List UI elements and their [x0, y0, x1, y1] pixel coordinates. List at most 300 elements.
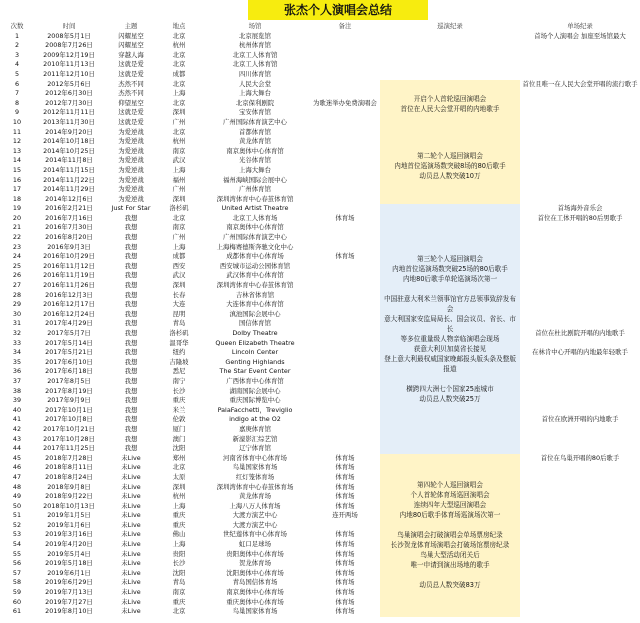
table-row: [0, 387, 640, 397]
row-note: 体育场: [335, 530, 355, 539]
row-theme: 未Live: [121, 482, 141, 491]
tour-note-line: 长沙贺龙体育场演唱会打破场馆票房纪录: [390, 541, 510, 550]
row-date: 2018年7月28日: [45, 453, 93, 462]
row-theme: 我想: [124, 376, 138, 385]
table-row: [0, 262, 640, 272]
row-date: 2017年10月28日: [43, 434, 95, 443]
row-venue: 世纪莲体育中心体育场: [223, 530, 287, 539]
row-venue: 黄龙体育馆: [239, 137, 271, 146]
row-number: 9: [14, 108, 20, 117]
row-single-record: [520, 89, 640, 99]
row-date: 2019年5月4日: [47, 549, 91, 558]
row-city: 北京: [172, 213, 186, 222]
row-note: [310, 243, 380, 253]
row-theme: 杰然不同: [118, 89, 144, 98]
row-number: 53: [12, 530, 22, 539]
row-date: 2019年5月18日: [45, 559, 93, 568]
row-city: 伦敦: [172, 415, 186, 424]
tour-note-line: 获意大利贝加莫省长接见: [413, 345, 487, 353]
tour-note-line: 中国驻意大利米兰领事馆官方总领事致辞发布会: [384, 295, 516, 313]
row-date: 2012年5月6日: [47, 79, 91, 88]
row-date: 2016年12月3日: [45, 290, 93, 299]
tour-note-tour4: [380, 454, 520, 617]
row-note: [310, 339, 380, 349]
row-venue: 北京展览馆: [239, 31, 271, 40]
row-city: 南京: [172, 146, 186, 155]
row-city: 悉尼: [172, 367, 186, 376]
tour-note-line: 登上意大利最权威国家晚邮报头版头条及整版报道: [384, 355, 516, 373]
row-number: 29: [12, 300, 22, 309]
row-theme: 未Live: [121, 607, 141, 616]
row-theme: 我想: [124, 434, 138, 443]
row-theme: 未Live: [121, 530, 141, 539]
row-note: [310, 223, 380, 233]
row-theme: 我想: [124, 319, 138, 328]
row-city: 长沙: [172, 559, 186, 568]
row-number: 33: [12, 338, 22, 347]
row-date: 2016年7月30日: [45, 223, 93, 232]
row-venue: 深圳湾体育中心春茧体育馆: [216, 281, 294, 290]
row-venue: 南京奥体中心体育馆: [226, 223, 284, 232]
row-note: 连开两场: [332, 511, 358, 520]
tour-note-line: 鸟巢演唱会打破演唱会单场票房纪录: [397, 531, 503, 540]
row-single-record: [520, 99, 640, 109]
row-date: 2016年11月26日: [43, 281, 95, 290]
row-single-record: 首位在工体开唱的80后男歌手: [537, 213, 623, 222]
row-city: 武汉: [172, 156, 186, 165]
row-note: [310, 80, 380, 90]
row-venue: 辽宁体育馆: [239, 444, 271, 453]
row-single-record: [520, 118, 640, 128]
row-single-record: [520, 262, 640, 272]
row-theme: 未Live: [121, 559, 141, 568]
row-venue: PalaFacchetti，Treviglio: [217, 405, 293, 414]
header-venue: 场馆: [248, 22, 262, 30]
table-row: [0, 425, 640, 435]
row-venue: 广州体育馆: [239, 185, 271, 194]
row-number: 11: [12, 127, 22, 136]
tour-note-line: 第三轮个人巡回演唱会: [417, 255, 483, 263]
table-row: [0, 463, 640, 473]
row-city: 西安: [172, 261, 186, 270]
row-note: [310, 32, 380, 42]
row-venue: United Artist Theatre: [221, 204, 289, 213]
row-note: 体育场: [335, 568, 355, 577]
row-note: [310, 60, 380, 70]
row-single-record: [520, 607, 640, 617]
row-city: 佛山: [172, 530, 186, 539]
tour-note-line: 连续四年大型巡回演唱会: [413, 501, 487, 510]
table-row: [0, 310, 640, 320]
table-row: [0, 607, 640, 617]
row-note: 体育场: [335, 453, 355, 462]
row-city: 北京: [172, 98, 186, 107]
row-venue: 上海梅赛德斯奔驰文化中心: [216, 242, 294, 251]
row-single-record: [520, 377, 640, 387]
table-row: [0, 128, 640, 138]
row-single-record: [520, 492, 640, 502]
row-venue: 深圳湾体育中心春茧体育场: [216, 482, 294, 491]
row-note: [310, 70, 380, 80]
row-note: 体育场: [335, 472, 355, 481]
row-theme: 我想: [124, 424, 138, 433]
row-note: 体育场: [335, 463, 355, 472]
row-date: 2017年8月19日: [45, 386, 93, 395]
row-single-record: [520, 281, 640, 291]
row-single-record: [520, 108, 640, 118]
row-single-record: [520, 473, 640, 483]
row-single-record: [520, 425, 640, 435]
row-note: [310, 521, 380, 531]
row-number: 3: [14, 50, 20, 59]
row-theme: 为爱逆战: [118, 165, 144, 174]
row-venue: 湖南国际会展中心: [229, 386, 281, 395]
row-theme: 未Live: [121, 453, 141, 462]
table-row: [0, 166, 640, 176]
table-row: [0, 300, 640, 310]
row-note: [310, 291, 380, 301]
row-venue: 武汉体育中心体育馆: [226, 271, 284, 280]
row-city: 太原: [172, 472, 186, 481]
row-single-record: [520, 569, 640, 579]
row-number: 37: [12, 376, 22, 385]
row-number: 55: [12, 549, 22, 558]
tour-note-line: 等多位重量级人物亲临演唱会现场: [400, 335, 500, 343]
row-number: 61: [12, 607, 22, 616]
table-row: [0, 559, 640, 569]
row-venue: 四川体育馆: [239, 69, 271, 78]
row-note: [310, 51, 380, 61]
row-single-record: [520, 511, 640, 521]
row-number: 32: [12, 329, 22, 337]
table-row: [0, 348, 640, 358]
row-date: 2016年12月24日: [43, 309, 95, 318]
table-body: [0, 32, 640, 617]
row-city: 上海: [172, 242, 186, 251]
tour-note-line: 动员总人数突破10万: [419, 171, 481, 180]
row-city: 深圳: [172, 194, 186, 203]
row-date: 2017年8月5日: [47, 376, 91, 385]
row-single-record: [520, 463, 640, 473]
row-single-record: 在林肯中心开唱的内地最年轻歌手: [532, 348, 628, 357]
row-date: 2019年6月29日: [45, 578, 93, 587]
row-theme: 未Live: [121, 492, 141, 501]
row-single-record: [520, 435, 640, 445]
table-row: [0, 396, 640, 406]
row-city: 上海: [172, 89, 186, 98]
row-theme: 我想: [124, 213, 138, 222]
row-venue: 鸟巢国家体育场: [232, 463, 278, 472]
row-single-record: [520, 367, 640, 377]
row-number: 12: [12, 137, 22, 146]
row-number: 42: [12, 424, 22, 433]
table-row: [0, 195, 640, 205]
row-number: 10: [12, 117, 22, 126]
row-city: 重庆: [172, 597, 186, 606]
row-date: 2016年8月20日: [45, 233, 93, 242]
row-venue: 上海八万人体育场: [229, 501, 281, 510]
row-theme: 我想: [124, 348, 138, 357]
row-note: 体育场: [335, 482, 355, 491]
tour-note-tour3: [380, 204, 520, 453]
row-number: 54: [12, 540, 22, 549]
table-row: [0, 435, 640, 445]
row-single-record: [520, 60, 640, 70]
row-theme: 未Live: [121, 540, 141, 549]
row-city: 北京: [172, 60, 186, 69]
row-city: 厦门: [172, 424, 186, 433]
row-single-record: [520, 598, 640, 608]
row-date: 2017年10月1日: [45, 405, 93, 414]
row-note: [310, 329, 380, 339]
row-date: 2011年12月10日: [43, 69, 95, 78]
row-number: 5: [14, 69, 20, 78]
row-theme: 为爱逆战: [118, 146, 144, 155]
table-row: [0, 483, 640, 493]
row-note: 体育场: [335, 252, 355, 261]
row-venue: 广州国际体育演艺中心: [223, 233, 287, 242]
table-row: [0, 444, 640, 454]
tour-note-line: 第四轮个人巡回演唱会: [417, 481, 483, 490]
tour-note-line: 内地首位巡演场数突破8场的80后歌手: [394, 161, 506, 170]
row-venue: 大渡方演艺中心: [232, 511, 278, 520]
row-single-record: [520, 137, 640, 147]
row-theme: 我想: [124, 300, 138, 309]
row-note: [310, 195, 380, 205]
row-venue: 南京奥体中心体育馆: [226, 146, 284, 155]
row-city: 青岛: [172, 578, 186, 587]
table-row: [0, 578, 640, 588]
table-row: [0, 339, 640, 349]
row-single-record: [520, 358, 640, 368]
row-city: 上海: [172, 540, 186, 549]
title-bar: [0, 0, 640, 22]
row-note: [310, 233, 380, 243]
table-row: [0, 454, 640, 464]
row-single-record: [520, 51, 640, 61]
row-date: 2014年11月22日: [43, 175, 95, 184]
row-date: 2013年11月30日: [43, 117, 95, 126]
row-date: 2017年6月18日: [45, 367, 93, 376]
row-date: 2018年10月13日: [43, 501, 95, 510]
table-row: [0, 521, 640, 531]
row-date: 2017年6月10日: [45, 357, 93, 366]
row-date: 2017年9月9日: [47, 396, 91, 405]
row-city: 贵阳: [172, 549, 186, 558]
row-single-record: [520, 233, 640, 243]
row-date: 2017年4月29日: [45, 319, 93, 328]
table-row: [0, 329, 640, 339]
row-city: 深圳: [172, 281, 186, 290]
header-row: [0, 22, 640, 32]
row-theme: 我想: [124, 415, 138, 424]
row-theme: 我想: [124, 271, 138, 280]
row-venue: 国信体育馆: [239, 319, 271, 328]
row-note: [310, 348, 380, 358]
row-date: 2009年12月19日: [43, 50, 95, 59]
tour-note-line: 内地80后歌手体育场巡演场次第一: [399, 511, 501, 520]
table-row: [0, 185, 640, 195]
row-city: 洛杉矶: [169, 204, 189, 213]
tour-note-line: [384, 284, 516, 294]
row-date: 2014年10月18日: [43, 137, 95, 146]
row-date: 2019年3月16日: [45, 530, 93, 539]
row-theme: 我想: [124, 233, 138, 242]
row-venue: 新濠影汇综艺馆: [232, 434, 278, 443]
row-theme: 我想: [124, 386, 138, 395]
row-venue: 广西体育中心体育馆: [226, 376, 284, 385]
concert-table: [0, 22, 640, 617]
tour-note-tour2: [380, 128, 520, 205]
row-theme: 未Live: [121, 463, 141, 472]
table-row: [0, 540, 640, 550]
row-date: 2019年7月13日: [45, 588, 93, 597]
row-theme: 我想: [124, 329, 138, 337]
row-date: 2016年12月17日: [43, 300, 95, 309]
table-row: [0, 99, 640, 109]
table-row: [0, 598, 640, 608]
row-number: 4: [14, 60, 20, 69]
row-city: 北京: [172, 607, 186, 616]
row-theme: 我想: [124, 405, 138, 414]
tour-note-line: 意大利国家安监局局长、国会议员、省长、市长: [384, 315, 516, 333]
tour-note-line: 动员总人数突破83万: [419, 581, 481, 590]
table-row: [0, 233, 640, 243]
row-date: 2019年7月27日: [45, 597, 93, 606]
table-row: [0, 51, 640, 61]
row-city: 米兰: [172, 405, 186, 414]
row-city: 杭州: [172, 137, 186, 146]
row-note: [310, 128, 380, 138]
row-single-record: [520, 271, 640, 281]
row-date: 2014年12月6日: [45, 194, 93, 203]
row-theme: 我想: [124, 290, 138, 299]
tour-note-line: [384, 570, 516, 580]
table-row: [0, 502, 640, 512]
row-single-record: [520, 252, 640, 262]
row-theme: 我想: [124, 252, 138, 261]
tour-note-line: 第二轮个人巡回演唱会: [417, 151, 483, 160]
row-theme: 未Live: [121, 578, 141, 587]
row-note: 体育场: [335, 549, 355, 558]
table-row: [0, 137, 640, 147]
row-note: [310, 367, 380, 377]
row-theme: 未Live: [121, 520, 141, 529]
row-note: [310, 387, 380, 397]
table-row: [0, 252, 640, 262]
row-single-record: [520, 319, 640, 329]
row-date: 2017年5月14日: [45, 338, 93, 347]
row-note: [310, 166, 380, 176]
table-row: [0, 511, 640, 521]
row-date: 2014年10月25日: [43, 146, 95, 155]
row-venue: 河南省体育中心体育场: [223, 453, 287, 462]
row-theme: 这就是爱: [118, 60, 144, 69]
header-tour: 巡演纪录: [437, 22, 463, 30]
row-note: 体育场: [335, 213, 355, 222]
row-city: 南京: [172, 588, 186, 597]
row-number: 59: [12, 588, 22, 597]
row-number: 49: [12, 492, 22, 501]
row-note: [310, 300, 380, 310]
row-note: [310, 156, 380, 166]
row-venue: Queen Elizabeth Theatre: [215, 338, 295, 347]
tour-note-line: 内地80后歌手单轮巡演场次第一: [402, 275, 498, 283]
row-venue: 首都体育馆: [239, 127, 271, 136]
row-city: 重庆: [172, 511, 186, 520]
row-single-record: [520, 195, 640, 205]
row-number: 34: [12, 348, 22, 357]
row-venue: Genting Highlands: [225, 357, 285, 366]
row-date: 2016年10月29日: [43, 252, 95, 261]
row-date: 2008年5月1日: [47, 31, 91, 40]
row-number: 26: [12, 271, 22, 280]
row-date: 2017年5月21日: [45, 348, 93, 357]
row-note: [310, 271, 380, 281]
row-number: 60: [12, 597, 22, 606]
row-venue: 西安城市运动公园体育馆: [219, 261, 291, 270]
row-note: [310, 41, 380, 51]
row-number: 36: [12, 367, 22, 376]
row-city: 吉隆坡: [169, 357, 189, 366]
row-city: 长春: [172, 290, 186, 299]
row-number: 23: [12, 242, 22, 251]
row-date: 2018年8月24日: [45, 472, 93, 481]
row-city: 杭州: [172, 492, 186, 501]
row-number: 16: [12, 175, 22, 184]
row-single-record: 首场海外音乐会: [557, 204, 603, 213]
row-city: 青岛: [172, 319, 186, 328]
row-number: 46: [12, 463, 22, 472]
row-single-record: [520, 550, 640, 560]
row-note: 体育场: [335, 559, 355, 568]
row-single-record: [520, 243, 640, 253]
row-city: 广州: [172, 185, 186, 194]
row-city: 大连: [172, 300, 186, 309]
row-number: 20: [12, 213, 22, 222]
row-venue: 深圳湾体育中心春茧体育馆: [216, 194, 294, 203]
row-number: 14: [12, 156, 22, 165]
row-venue: 沈阳奥体中心体育场: [226, 568, 284, 577]
row-theme: 为爱逆战: [118, 194, 144, 203]
row-venue: 大连体育中心体育馆: [226, 300, 284, 309]
row-date: 2018年9月22日: [45, 492, 93, 501]
row-theme: 闪耀星空: [118, 41, 144, 50]
row-city: 北京: [172, 79, 186, 88]
row-theme: 我想: [124, 223, 138, 232]
row-venue: 大渡方演艺中心: [232, 520, 278, 529]
row-number: 56: [12, 559, 22, 568]
table-row: [0, 415, 640, 425]
row-note: 体育场: [335, 607, 355, 616]
row-single-record: [520, 396, 640, 406]
row-number: 43: [12, 434, 22, 443]
table-row: [0, 243, 640, 253]
row-number: 1: [14, 31, 20, 40]
row-theme: 这就是爱: [118, 108, 144, 117]
row-date: 2014年9月20日: [45, 127, 93, 136]
row-theme: 我想: [124, 261, 138, 270]
tour-note-line: 唯一申请到演出场地的歌手: [410, 561, 490, 570]
row-note: [310, 444, 380, 454]
row-number: 18: [12, 194, 22, 203]
tour-note-tour1: [380, 80, 520, 128]
header-city: 地点: [172, 22, 186, 30]
table-row: [0, 80, 640, 90]
row-city: 广州: [172, 233, 186, 242]
table-row: [0, 271, 640, 281]
row-number: 35: [12, 357, 22, 366]
